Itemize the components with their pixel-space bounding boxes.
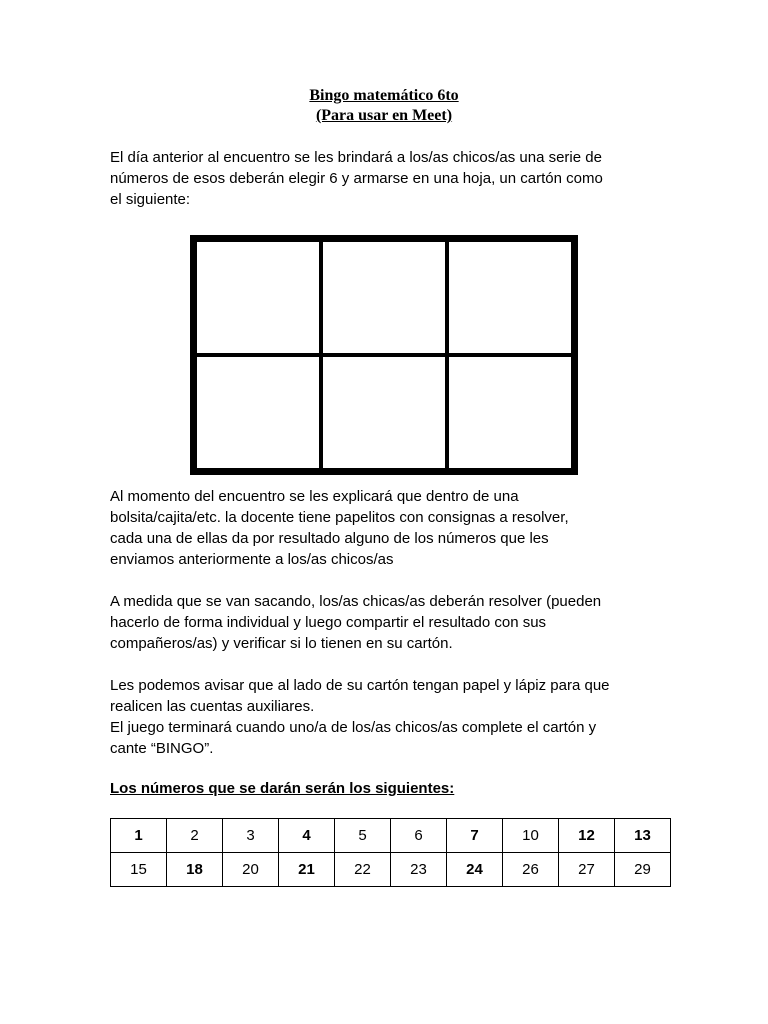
bingo-card-cell bbox=[321, 240, 447, 355]
paragraph-line: El juego terminará cuando uno/a de los/as chicos/as complete el cartón y bbox=[110, 719, 597, 736]
title-line-1: Bingo matemático 6to bbox=[309, 87, 459, 104]
paragraph-line: cada una de ellas da por resultado alguno de los números que les bbox=[110, 530, 549, 547]
number-cell: 15 bbox=[111, 853, 167, 887]
number-cell: 23 bbox=[391, 853, 447, 887]
numbers-heading: Los números que se darán serán los siguientes: bbox=[110, 780, 455, 797]
number-cell: 24 bbox=[447, 853, 503, 887]
number-cell: 26 bbox=[503, 853, 559, 887]
bingo-card-cell bbox=[321, 355, 447, 470]
number-cell: 18 bbox=[167, 853, 223, 887]
paragraph-intro bbox=[110, 147, 658, 210]
bingo-card-cell bbox=[447, 240, 573, 355]
paragraph-explanation bbox=[110, 486, 658, 570]
number-cell: 7 bbox=[447, 819, 503, 853]
number-cell: 13 bbox=[615, 819, 671, 853]
bingo-card-grid bbox=[190, 235, 578, 475]
numbers-table bbox=[110, 818, 671, 887]
bingo-card-cell bbox=[195, 240, 321, 355]
number-cell: 4 bbox=[279, 819, 335, 853]
number-cell: 1 bbox=[111, 819, 167, 853]
number-cell: 12 bbox=[559, 819, 615, 853]
bingo-card-cell bbox=[447, 355, 573, 470]
number-cell: 10 bbox=[503, 819, 559, 853]
paragraph-line: números de esos deberán elegir 6 y armarse en una hoja, un cartón como bbox=[110, 170, 603, 187]
number-cell: 21 bbox=[279, 853, 335, 887]
paragraph-line: hacerlo de forma individual y luego compartir el resultado con sus bbox=[110, 614, 547, 631]
table-row bbox=[111, 853, 671, 887]
paragraph-line: bolsita/cajita/etc. la docente tiene papelitos con consignas a resolver, bbox=[110, 509, 569, 526]
paragraph-line: el siguiente: bbox=[110, 191, 191, 208]
number-cell: 2 bbox=[167, 819, 223, 853]
paragraph-line: cante “BINGO”. bbox=[110, 740, 214, 757]
table-row bbox=[111, 819, 671, 853]
paragraph-process bbox=[110, 591, 658, 654]
paragraph-notes bbox=[110, 675, 658, 759]
number-cell: 20 bbox=[223, 853, 279, 887]
paragraph-line: El día anterior al encuentro se les brindará a los/as chicos/as una serie de bbox=[110, 149, 602, 166]
number-cell: 3 bbox=[223, 819, 279, 853]
paragraph-line: A medida que se van sacando, los/as chicas/as deberán resolver (pueden bbox=[110, 593, 602, 610]
paragraph-line: Al momento del encuentro se les explicará que dentro de una bbox=[110, 488, 519, 505]
number-cell: 6 bbox=[391, 819, 447, 853]
number-cell: 22 bbox=[335, 853, 391, 887]
title-line-2: (Para usar en Meet) bbox=[315, 107, 453, 124]
bingo-card-cell bbox=[195, 355, 321, 470]
paragraph-line: realicen las cuentas auxiliares. bbox=[110, 698, 315, 715]
paragraph-line: compañeros/as) y verificar si lo tienen en su cartón. bbox=[110, 635, 453, 652]
number-cell: 27 bbox=[559, 853, 615, 887]
number-cell: 5 bbox=[335, 819, 391, 853]
paragraph-line: Les podemos avisar que al lado de su cartón tengan papel y lápiz para que bbox=[110, 677, 610, 694]
paragraph-line: enviamos anteriormente a los/as chicos/as bbox=[110, 551, 394, 568]
number-cell: 29 bbox=[615, 853, 671, 887]
document-title bbox=[0, 86, 768, 126]
